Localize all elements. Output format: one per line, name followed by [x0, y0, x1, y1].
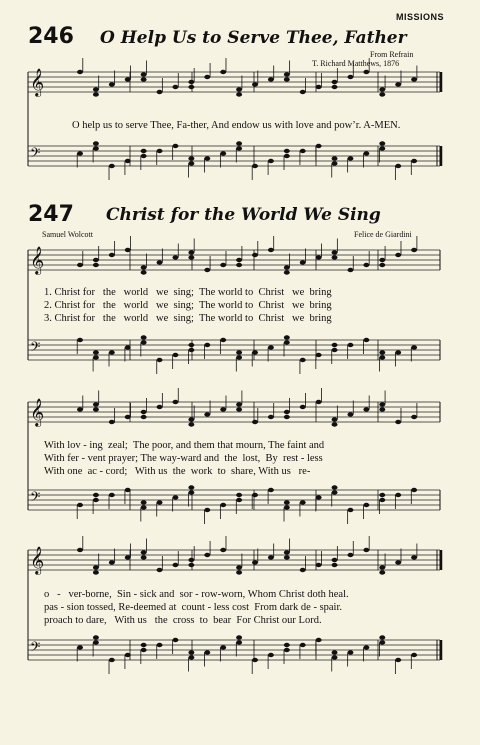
note-head [204, 75, 210, 79]
note-head [379, 493, 385, 497]
note-head [300, 90, 306, 94]
note-head [332, 563, 338, 567]
note-head [347, 650, 353, 654]
note-head [172, 144, 178, 148]
treble-clef-icon: 𝄞 [30, 246, 45, 274]
note-head [300, 358, 306, 362]
note-head [141, 505, 147, 509]
note-head [347, 553, 353, 557]
note-head [284, 72, 290, 76]
note-head [188, 422, 194, 426]
note-head [93, 570, 99, 574]
note-head [363, 407, 369, 411]
note-head [236, 402, 242, 406]
note-head [93, 87, 99, 91]
note-head [284, 154, 290, 158]
note-head [77, 151, 83, 155]
note-head [93, 141, 99, 145]
note-head [93, 493, 99, 497]
note-head [379, 350, 385, 354]
note-head [395, 350, 401, 354]
note-head [141, 77, 147, 81]
note-head [204, 156, 210, 160]
note-head [93, 350, 99, 354]
note-head [379, 635, 385, 639]
note-head [395, 560, 401, 564]
note-head [93, 565, 99, 569]
note-head [316, 255, 322, 259]
note-head [236, 258, 242, 262]
note-head [93, 146, 99, 150]
note-head [316, 638, 322, 642]
note-head [236, 407, 242, 411]
note-head [236, 498, 242, 502]
note-head [252, 164, 258, 168]
hymn-247-s1-verse-2: 2. Christ for the world we sing; The world to Christ we bring [44, 300, 332, 311]
note-head [363, 70, 369, 74]
note-head [284, 550, 290, 554]
note-head [411, 653, 417, 657]
note-head [332, 80, 338, 84]
note-head [220, 548, 226, 552]
note-head [347, 156, 353, 160]
note-head [316, 563, 322, 567]
note-head [411, 248, 417, 252]
note-head [220, 645, 226, 649]
note-head [141, 555, 147, 559]
note-head [252, 493, 258, 497]
hymn-247-s3-verse-2: pas - sion tossed, Re-deemed at count - less cost From dark de - spair. [44, 602, 343, 613]
bass-clef-icon: 𝄢 [30, 145, 41, 164]
note-head [77, 503, 83, 507]
note-head [125, 248, 131, 252]
note-head [252, 253, 258, 257]
note-head [268, 415, 274, 419]
note-head [379, 407, 385, 411]
note-head [363, 338, 369, 342]
bass-clef-icon: 𝄢 [30, 639, 41, 658]
note-head [236, 87, 242, 91]
note-head [284, 340, 290, 344]
note-head [141, 410, 147, 414]
note-head [236, 635, 242, 639]
note-head [236, 355, 242, 359]
note-head [395, 253, 401, 257]
note-head [252, 350, 258, 354]
note-head [109, 82, 115, 86]
treble-clef-icon: 𝄞 [30, 68, 45, 96]
note-head [93, 92, 99, 96]
note-head [332, 417, 338, 421]
note-head [268, 248, 274, 252]
note-head [284, 335, 290, 339]
note-head [332, 485, 338, 489]
hymn-246-credit-1: From Refrain [370, 50, 414, 59]
hymn-246-title: O Help Us to Serve Thee, Father [100, 28, 407, 48]
note-head [77, 263, 83, 267]
hymn-246-lyric: O help us to serve Thee, Fa-ther, And endow us with love and pow’r. A-MEN. [72, 120, 401, 131]
note-head [236, 570, 242, 574]
note-head [395, 82, 401, 86]
note-head [347, 75, 353, 79]
note-head [172, 255, 178, 259]
note-head [109, 560, 115, 564]
note-head [300, 643, 306, 647]
hymn-247-number: 247 [28, 202, 74, 227]
note-head [188, 80, 194, 84]
hymn-247-s3-verse-3: proach to dare, With us the cross to bear For Christ our Lord. [44, 615, 322, 626]
note-head [236, 640, 242, 644]
note-head [141, 648, 147, 652]
note-head [220, 151, 226, 155]
note-head [172, 85, 178, 89]
note-head [332, 255, 338, 259]
note-head [316, 400, 322, 404]
note-head [379, 258, 385, 262]
note-head [379, 498, 385, 502]
note-head [220, 407, 226, 411]
note-head [411, 488, 417, 492]
note-head [188, 255, 194, 259]
note-head [284, 270, 290, 274]
note-head [316, 144, 322, 148]
note-head [204, 553, 210, 557]
note-head [363, 548, 369, 552]
note-head [109, 164, 115, 168]
note-head [268, 159, 274, 163]
note-head [141, 643, 147, 647]
hymn-247-s1-verse-3: 3. Christ for the world we sing; The world to Christ we bring [44, 313, 332, 324]
note-head [141, 340, 147, 344]
note-head [188, 156, 194, 160]
hymn-247-s2-verse-1: With lov - ing zeal; The poor, and them that mourn, The faint and [44, 440, 325, 451]
note-head [411, 415, 417, 419]
hymn-247-s1-verse-1: 1. Christ for the world we sing; The world to Christ we bring [44, 287, 332, 298]
note-head [141, 72, 147, 76]
note-head [347, 268, 353, 272]
note-head [157, 90, 163, 94]
note-head [204, 343, 210, 347]
note-head [125, 653, 131, 657]
note-head [284, 77, 290, 81]
note-head [236, 350, 242, 354]
note-head [157, 260, 163, 264]
note-head [141, 500, 147, 504]
note-head [332, 348, 338, 352]
note-head [268, 555, 274, 559]
note-head [77, 407, 83, 411]
note-head [332, 558, 338, 562]
note-head [220, 338, 226, 342]
note-head [284, 555, 290, 559]
note-head [109, 253, 115, 257]
note-head [284, 643, 290, 647]
note-head [141, 550, 147, 554]
note-head [395, 658, 401, 662]
note-head [332, 161, 338, 165]
note-head [284, 500, 290, 504]
note-head [125, 159, 131, 163]
note-head [379, 263, 385, 267]
note-head [268, 77, 274, 81]
note-head [188, 85, 194, 89]
hymn-247-s2-verse-2: With fer - vent prayer; The way-ward and the lost, By rest - less [44, 453, 323, 464]
note-head [316, 353, 322, 357]
note-head [347, 412, 353, 416]
hymn-247-s3-verse-1: o - ver-borne, Sin - sick and sor - row-worn, Whom Christ doth heal. [44, 589, 349, 600]
note-head [268, 345, 274, 349]
note-head [411, 159, 417, 163]
note-head [332, 85, 338, 89]
note-head [172, 495, 178, 499]
note-head [93, 640, 99, 644]
note-head [236, 146, 242, 150]
note-head [188, 650, 194, 654]
note-head [93, 402, 99, 406]
treble-clef-icon: 𝄞 [30, 546, 45, 574]
note-head [188, 563, 194, 567]
note-head [252, 560, 258, 564]
note-head [77, 338, 83, 342]
note-head [316, 495, 322, 499]
note-head [332, 250, 338, 254]
note-head [93, 635, 99, 639]
note-head [125, 345, 131, 349]
note-head [204, 650, 210, 654]
note-head [141, 149, 147, 153]
note-head [236, 92, 242, 96]
note-head [300, 405, 306, 409]
section-label: MISSIONS [396, 12, 445, 22]
note-head [109, 420, 115, 424]
note-head [125, 488, 131, 492]
note-head [347, 343, 353, 347]
note-head [395, 164, 401, 168]
treble-clef-icon: 𝄞 [30, 398, 45, 426]
note-head [141, 270, 147, 274]
note-head [268, 653, 274, 657]
note-head [332, 156, 338, 160]
note-head [284, 415, 290, 419]
note-head [93, 355, 99, 359]
note-head [284, 149, 290, 153]
note-head [109, 658, 115, 662]
note-head [93, 407, 99, 411]
note-head [395, 420, 401, 424]
note-head [204, 508, 210, 512]
note-head [204, 412, 210, 416]
note-head [93, 498, 99, 502]
note-head [172, 563, 178, 567]
note-head [93, 258, 99, 262]
note-head [236, 493, 242, 497]
hymn-247-title: Christ for the World We Sing [106, 205, 381, 225]
note-head [300, 149, 306, 153]
note-head [379, 355, 385, 359]
note-head [188, 161, 194, 165]
note-head [141, 335, 147, 339]
note-head [188, 250, 194, 254]
note-head [93, 263, 99, 267]
note-head [77, 645, 83, 649]
note-head [379, 92, 385, 96]
note-head [236, 565, 242, 569]
note-head [188, 348, 194, 352]
note-head [411, 345, 417, 349]
note-head [220, 263, 226, 267]
note-head [252, 82, 258, 86]
note-head [316, 85, 322, 89]
note-head [284, 410, 290, 414]
note-head [300, 260, 306, 264]
note-head [379, 141, 385, 145]
note-head [332, 343, 338, 347]
note-head [172, 638, 178, 642]
bass-clef-icon: 𝄢 [30, 489, 41, 508]
note-head [220, 503, 226, 507]
note-head [188, 655, 194, 659]
note-head [188, 417, 194, 421]
note-head [188, 485, 194, 489]
note-head [141, 415, 147, 419]
hymn-246-number: 246 [28, 24, 74, 49]
note-head [125, 555, 131, 559]
note-head [411, 555, 417, 559]
note-head [332, 650, 338, 654]
note-head [157, 568, 163, 572]
note-head [347, 508, 353, 512]
note-head [332, 655, 338, 659]
hymn-247-composer: Felice de Giardini [354, 230, 412, 239]
note-head [220, 70, 226, 74]
note-head [363, 263, 369, 267]
note-head [141, 154, 147, 158]
note-head [332, 422, 338, 426]
note-head [363, 503, 369, 507]
note-head [157, 500, 163, 504]
hymn-247-author: Samuel Wolcott [42, 230, 93, 239]
note-head [379, 565, 385, 569]
note-head [268, 488, 274, 492]
note-head [395, 493, 401, 497]
note-head [284, 265, 290, 269]
note-head [379, 570, 385, 574]
hymn-247-s2-verse-3: With one ac - cord; With us the work to share, With us re- [44, 466, 311, 477]
note-head [157, 643, 163, 647]
note-head [379, 146, 385, 150]
note-head [332, 490, 338, 494]
note-head [379, 87, 385, 91]
note-head [157, 405, 163, 409]
note-head [236, 141, 242, 145]
note-head [172, 400, 178, 404]
note-head [411, 77, 417, 81]
note-head [125, 77, 131, 81]
note-head [109, 350, 115, 354]
note-head [157, 149, 163, 153]
note-head [157, 358, 163, 362]
note-head [188, 558, 194, 562]
note-head [284, 505, 290, 509]
note-head [77, 548, 83, 552]
note-head [188, 490, 194, 494]
note-head [236, 263, 242, 267]
note-head [252, 658, 258, 662]
note-head [77, 70, 83, 74]
note-head [363, 645, 369, 649]
note-head [141, 265, 147, 269]
note-head [188, 343, 194, 347]
note-head [363, 151, 369, 155]
note-head [204, 268, 210, 272]
note-head [284, 648, 290, 652]
note-head [252, 420, 258, 424]
note-head [300, 568, 306, 572]
note-head [109, 493, 115, 497]
note-head [379, 402, 385, 406]
note-head [172, 353, 178, 357]
note-head [300, 500, 306, 504]
note-head [379, 640, 385, 644]
bass-clef-icon: 𝄢 [30, 339, 41, 358]
note-head [125, 415, 131, 419]
hymn-246-credit-2: T. Richard Matthews, 1876 [312, 59, 400, 68]
